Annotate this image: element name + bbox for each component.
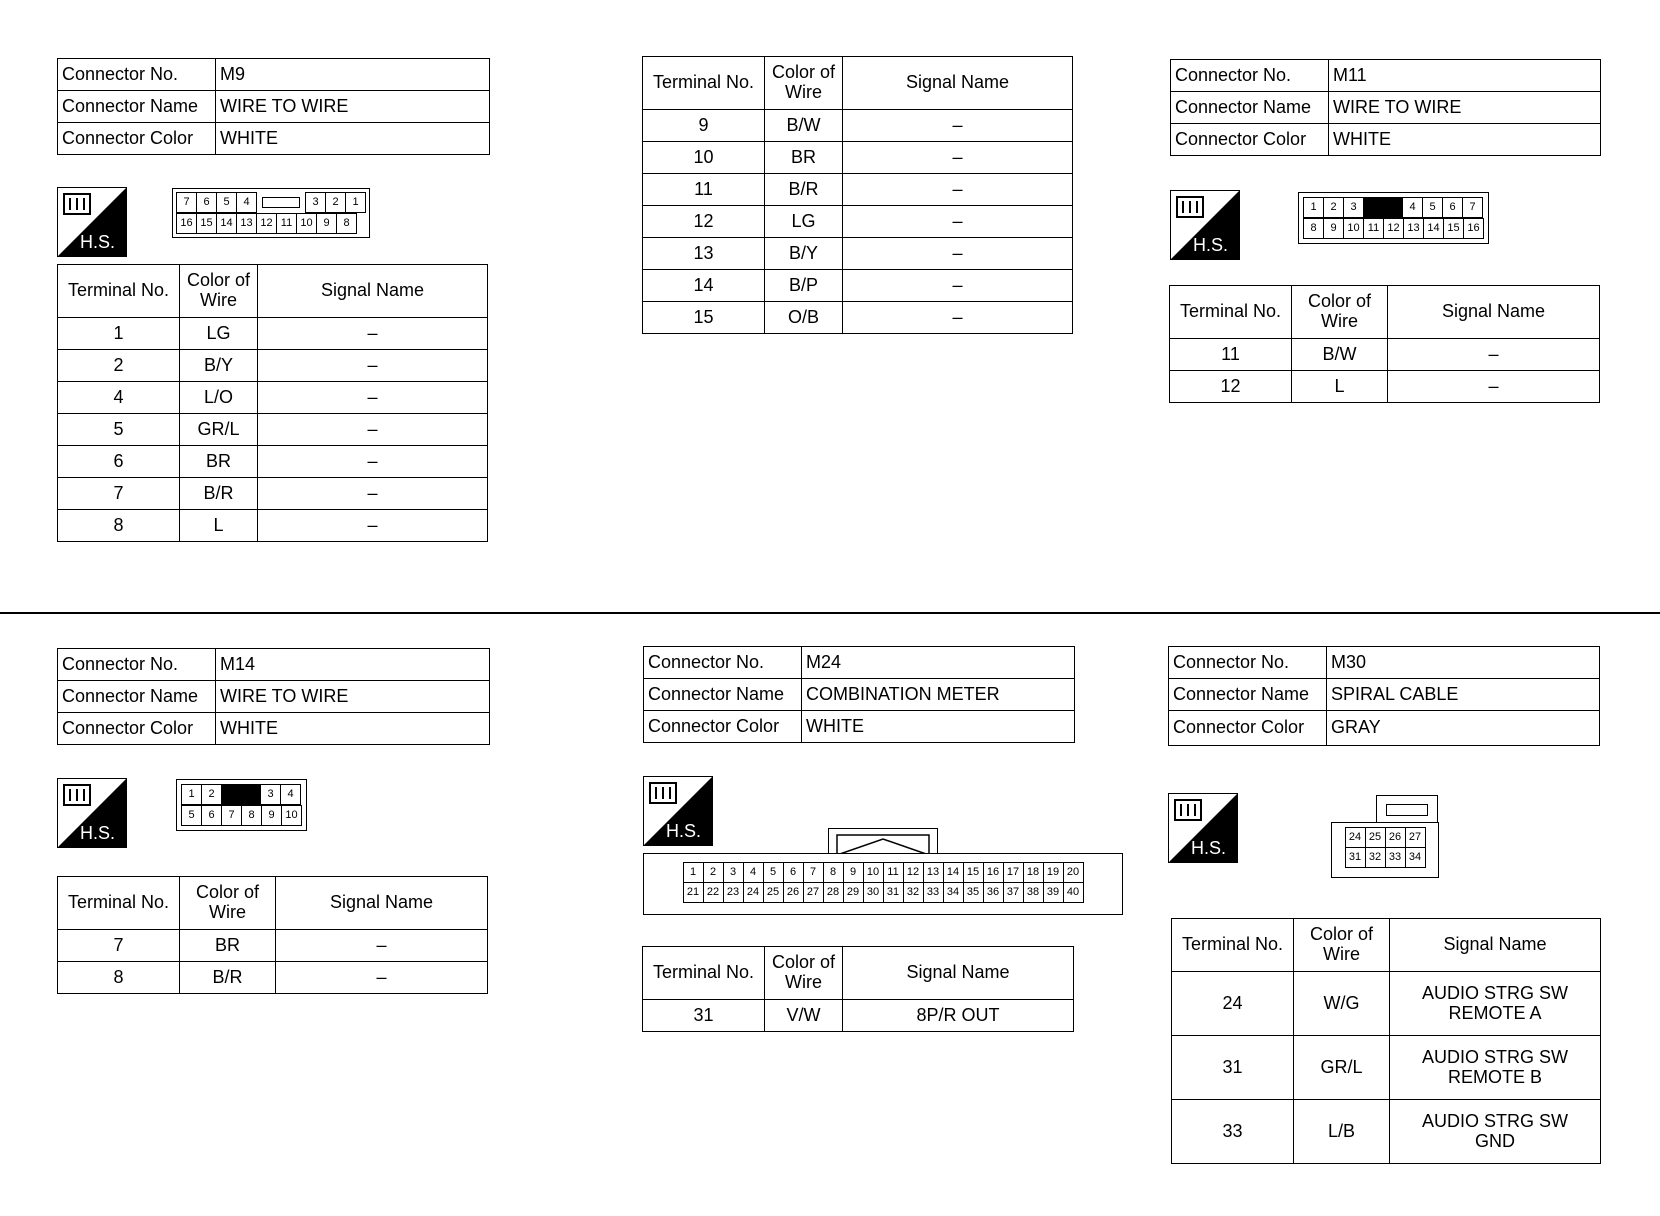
pin: 8 <box>823 863 843 883</box>
table-row: 8 L – <box>58 510 488 542</box>
connector-color-label: Connector Color <box>1171 124 1329 156</box>
pin: 13 <box>1404 219 1424 239</box>
pin: 38 <box>1023 883 1043 903</box>
color-of-wire-header: Color of Wire <box>180 265 258 318</box>
connector-name-label: Connector Name <box>58 91 216 123</box>
connector-no-label: Connector No. <box>644 647 802 679</box>
m30-connector-tab <box>1376 795 1438 824</box>
table-row: 31 V/W 8P/R OUT <box>643 1000 1074 1032</box>
m30-terminal-table <box>1171 918 1601 1164</box>
pin: 24 <box>743 883 763 903</box>
section-divider <box>0 612 1660 614</box>
pin: 26 <box>1385 828 1405 848</box>
connector-latch <box>257 193 306 213</box>
m24-connector-tab <box>828 828 938 855</box>
m14-terminal-table <box>57 876 488 994</box>
table-row: 10 BR – <box>643 142 1073 174</box>
connector-no-value: M11 <box>1329 60 1601 92</box>
pin: 5 <box>1423 198 1443 218</box>
signal-name-header: Signal Name <box>258 265 488 318</box>
pin: 34 <box>1405 848 1425 868</box>
connector-no-value: M9 <box>216 59 490 91</box>
pin: 10 <box>863 863 883 883</box>
connector-name-value: SPIRAL CABLE <box>1327 679 1600 711</box>
color-of-wire-header: Color of Wire <box>180 877 276 930</box>
terminal-no-header: Terminal No. <box>58 877 180 930</box>
m14-connector-info <box>57 648 490 745</box>
connector-color-label: Connector Color <box>1169 711 1327 746</box>
connector-name-label: Connector Name <box>58 681 216 713</box>
pin: 33 <box>1385 848 1405 868</box>
pin: 2 <box>1324 198 1344 218</box>
terminal-no-header: Terminal No. <box>1170 286 1292 339</box>
color-of-wire-header: Color of Wire <box>1292 286 1388 339</box>
signal-name-header: Signal Name <box>1388 286 1600 339</box>
pin: 8 <box>242 806 262 826</box>
table-row: 31 GR/L AUDIO STRG SW REMOTE B <box>1172 1036 1601 1100</box>
pin: 1 <box>182 785 202 805</box>
pin: 34 <box>943 883 963 903</box>
m24-terminal-table <box>642 946 1074 1032</box>
pin: 6 <box>1443 198 1463 218</box>
pin: 32 <box>903 883 923 903</box>
pin: 39 <box>1043 883 1063 903</box>
signal-name-header: Signal Name <box>1390 919 1601 972</box>
m30-connector-info <box>1168 646 1600 746</box>
pin: 6 <box>197 193 217 213</box>
harness-side-icon <box>1168 793 1238 863</box>
connector-name-value: WIRE TO WIRE <box>1329 92 1601 124</box>
m9-terminal-table-continued <box>642 56 1073 334</box>
table-row: 11 B/R – <box>643 174 1073 206</box>
pin: 12 <box>257 214 277 234</box>
pin: 20 <box>1063 863 1083 883</box>
m14-connector-face <box>176 779 307 831</box>
pin: 10 <box>282 806 302 826</box>
connector-color-value: WHITE <box>216 123 490 155</box>
pin: 4 <box>237 193 257 213</box>
pin: 8 <box>337 214 357 234</box>
pin: 19 <box>1043 863 1063 883</box>
table-row: 11 B/W – <box>1170 339 1600 371</box>
pin: 11 <box>883 863 903 883</box>
pin: 28 <box>823 883 843 903</box>
pin: 14 <box>1424 219 1444 239</box>
pin: 12 <box>1384 219 1404 239</box>
connector-no-label: Connector No. <box>58 649 216 681</box>
pin: 7 <box>803 863 823 883</box>
pin: 4 <box>1403 198 1423 218</box>
connector-no-value: M30 <box>1327 647 1600 679</box>
hs-label: H.S. <box>1191 838 1227 858</box>
connector-no-label: Connector No. <box>1169 647 1327 679</box>
connector-color-label: Connector Color <box>644 711 802 743</box>
pin: 33 <box>923 883 943 903</box>
pin: 30 <box>863 883 883 903</box>
connector-name-value: WIRE TO WIRE <box>216 681 490 713</box>
m9-connector-face <box>172 188 370 238</box>
connector-no-label: Connector No. <box>1171 60 1329 92</box>
harness-side-icon <box>57 187 127 257</box>
pin: 10 <box>297 214 317 234</box>
pin: 9 <box>317 214 337 234</box>
pin: 21 <box>683 883 703 903</box>
m24-connector-info <box>643 646 1075 743</box>
table-row: 8 B/R – <box>58 962 488 994</box>
terminal-no-header: Terminal No. <box>643 947 765 1000</box>
pin: 7 <box>222 806 242 826</box>
pin: 24 <box>1345 828 1365 848</box>
hs-label: H.S. <box>666 821 702 841</box>
connector-color-value: GRAY <box>1327 711 1600 746</box>
pin: 4 <box>743 863 763 883</box>
pin: 2 <box>202 785 222 805</box>
connector-no-value: M24 <box>802 647 1075 679</box>
table-row: 7 B/R – <box>58 478 488 510</box>
signal-name-header: Signal Name <box>843 947 1074 1000</box>
pin: 23 <box>723 883 743 903</box>
pin: 14 <box>943 863 963 883</box>
connector-no-value: M14 <box>216 649 490 681</box>
table-row: 14 B/P – <box>643 270 1073 302</box>
terminal-no-header: Terminal No. <box>58 265 180 318</box>
m11-connector-info <box>1170 59 1601 156</box>
color-of-wire-header: Color of Wire <box>765 947 843 1000</box>
m9-connector-info <box>57 58 490 155</box>
pin: 1 <box>346 193 366 213</box>
table-row: 7 BR – <box>58 930 488 962</box>
pin: 8 <box>1304 219 1324 239</box>
pin: 7 <box>177 193 197 213</box>
pin: 13 <box>237 214 257 234</box>
pin: 15 <box>1444 219 1464 239</box>
pin: 14 <box>217 214 237 234</box>
pin: 1 <box>683 863 703 883</box>
harness-side-icon <box>1170 190 1240 260</box>
pin: 2 <box>326 193 346 213</box>
harness-side-icon <box>57 778 127 848</box>
pin: 4 <box>281 785 301 805</box>
signal-name-header: Signal Name <box>276 877 488 930</box>
pin: 12 <box>903 863 923 883</box>
pin: 9 <box>843 863 863 883</box>
terminal-no-header: Terminal No. <box>643 57 765 110</box>
table-row: 24 W/G AUDIO STRG SW REMOTE A <box>1172 972 1601 1036</box>
pin: 6 <box>202 806 222 826</box>
terminal-no-header: Terminal No. <box>1172 919 1294 972</box>
color-of-wire-header: Color of Wire <box>765 57 843 110</box>
table-row: 4 L/O – <box>58 382 488 414</box>
pin: 15 <box>963 863 983 883</box>
table-row: 9 B/W – <box>643 110 1073 142</box>
pin: 3 <box>261 785 281 805</box>
connector-name-label: Connector Name <box>1171 92 1329 124</box>
table-row: 6 BR – <box>58 446 488 478</box>
pin: 35 <box>963 883 983 903</box>
pin: 37 <box>1003 883 1023 903</box>
m11-connector-face <box>1298 192 1489 244</box>
pin: 5 <box>182 806 202 826</box>
pin: 2 <box>703 863 723 883</box>
harness-side-icon <box>643 776 713 846</box>
pin: 9 <box>1324 219 1344 239</box>
pin: 22 <box>703 883 723 903</box>
m30-connector-face <box>1331 822 1439 878</box>
connector-color-value: WHITE <box>1329 124 1601 156</box>
connector-name-value: COMBINATION METER <box>802 679 1075 711</box>
pin: 32 <box>1365 848 1385 868</box>
hs-label: H.S. <box>80 232 116 252</box>
table-row: 33 L/B AUDIO STRG SW GND <box>1172 1100 1601 1164</box>
connector-key <box>222 785 261 805</box>
pin: 5 <box>217 193 237 213</box>
connector-name-label: Connector Name <box>644 679 802 711</box>
pin: 9 <box>262 806 282 826</box>
pin: 6 <box>783 863 803 883</box>
connector-color-label: Connector Color <box>58 713 216 745</box>
pin: 7 <box>1463 198 1483 218</box>
pin: 18 <box>1023 863 1043 883</box>
pin: 31 <box>1345 848 1365 868</box>
pin: 25 <box>1365 828 1385 848</box>
pin: 40 <box>1063 883 1083 903</box>
m11-terminal-table <box>1169 285 1600 403</box>
pin: 3 <box>306 193 326 213</box>
pin: 5 <box>763 863 783 883</box>
pin: 3 <box>723 863 743 883</box>
pin: 16 <box>177 214 197 234</box>
connector-no-label: Connector No. <box>58 59 216 91</box>
connector-name-value: WIRE TO WIRE <box>216 91 490 123</box>
pin: 15 <box>197 214 217 234</box>
signal-name-header: Signal Name <box>843 57 1073 110</box>
table-row: 12 L – <box>1170 371 1600 403</box>
table-row: 13 B/Y – <box>643 238 1073 270</box>
hs-label: H.S. <box>1193 235 1229 255</box>
pin: 26 <box>783 883 803 903</box>
pin: 27 <box>803 883 823 903</box>
pin: 11 <box>277 214 297 234</box>
pin: 16 <box>983 863 1003 883</box>
pin: 1 <box>1304 198 1324 218</box>
connector-color-value: WHITE <box>216 713 490 745</box>
m9-terminal-table <box>57 264 488 542</box>
table-row: 5 GR/L – <box>58 414 488 446</box>
color-of-wire-header: Color of Wire <box>1294 919 1390 972</box>
pin: 10 <box>1344 219 1364 239</box>
table-row: 15 O/B – <box>643 302 1073 334</box>
hs-label: H.S. <box>80 823 116 843</box>
connector-key <box>1364 198 1403 218</box>
pin: 17 <box>1003 863 1023 883</box>
table-row: 2 B/Y – <box>58 350 488 382</box>
pin: 11 <box>1364 219 1384 239</box>
table-row: 12 LG – <box>643 206 1073 238</box>
connector-name-label: Connector Name <box>1169 679 1327 711</box>
table-row: 1 LG – <box>58 318 488 350</box>
pin: 27 <box>1405 828 1425 848</box>
connector-color-value: WHITE <box>802 711 1075 743</box>
pin: 29 <box>843 883 863 903</box>
pin: 3 <box>1344 198 1364 218</box>
connector-color-label: Connector Color <box>58 123 216 155</box>
pin: 36 <box>983 883 1003 903</box>
pin: 31 <box>883 883 903 903</box>
pin: 13 <box>923 863 943 883</box>
pin: 25 <box>763 883 783 903</box>
m24-connector-face <box>643 853 1123 915</box>
pin: 16 <box>1464 219 1484 239</box>
